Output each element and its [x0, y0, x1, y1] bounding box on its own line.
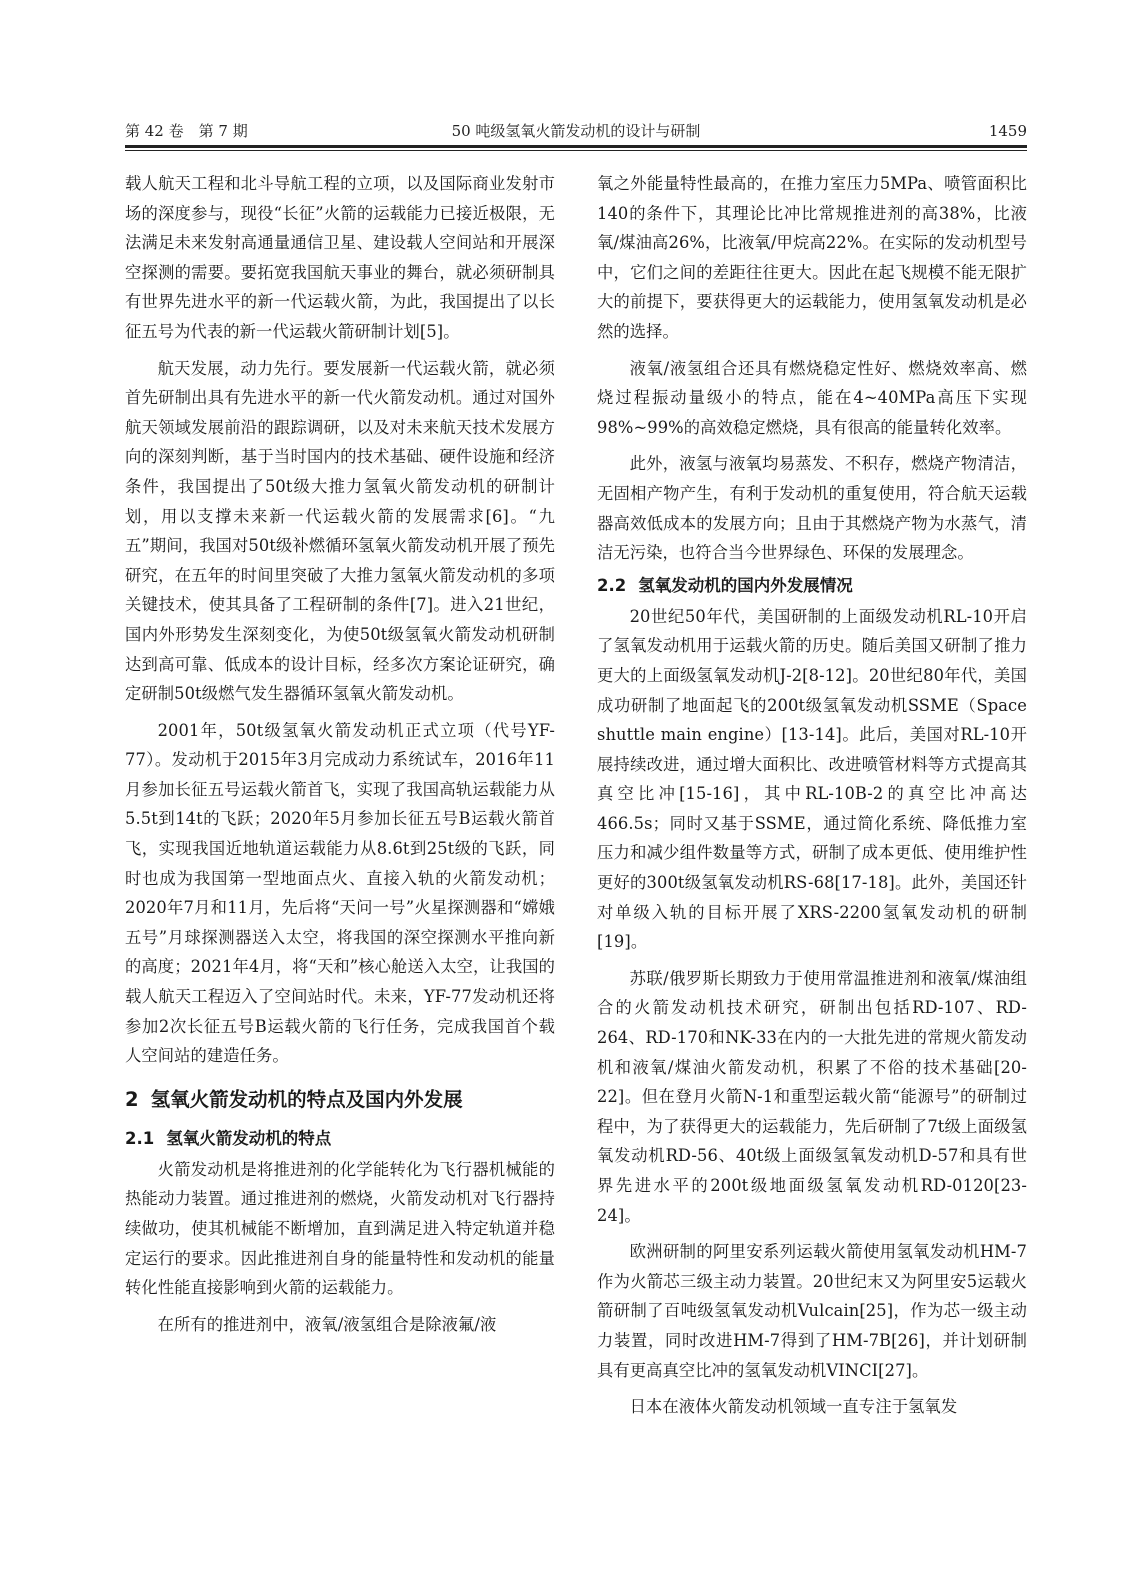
volume-issue: 第 42 卷 第 7 期 — [125, 122, 248, 140]
subsection-number: 2.2 — [597, 575, 627, 595]
header-rule-thick — [125, 145, 1027, 148]
paragraph: 欧洲研制的阿里安系列运载火箭使用氢氧发动机HM-7作为火箭芯三级主动力装置。20世纪末又为阿里安5运载火箭研制了百吨级氢氧发动机Vulcain[25]，作为芯一级主动力装置，同时改进HM-7得到了HM-7B[26]，并计划研制具有更高真空比冲的氢氧发动机VINCI[27]。 — [597, 1242, 1027, 1380]
paragraph: 在所有的推进剂中，液氧/液氢组合是除液氟/液 — [157, 1314, 497, 1334]
paragraph: 液氧/液氢组合还具有燃烧稳定性好、燃烧效率高、燃烧过程振动量级小的特点，能在4~40MPa高压下实现98%~99%的高效稳定燃烧，具有很高的能量转化效率。 — [597, 358, 1027, 437]
subsection-heading — [125, 1125, 555, 1153]
paragraph: 火箭发动机是将推进剂的化学能转化为飞行器机械能的热能动力装置。通过推进剂的燃烧，火箭发动机对飞行器持续做功，使其机械能不断增加，直到满足进入特定轨道并稳定运行的要求。因此推进剂自身的能量特性和发动机的能量转化性能直接影响到火箭的运载能力。 — [125, 1159, 555, 1298]
running-header — [125, 120, 1027, 142]
page-number: 1459 — [988, 122, 1027, 140]
paragraph: 航天发展，动力先行。要发展新一代运载火箭，就必须首先研制出具有先进水平的新一代火箭发动机。通过对国外航天领域发展前沿的跟踪调研，以及对未来航天技术发展方向的深刻判断，基于当时国内的技术基础、硬件设施和经济条件，我国提出了50t级大推力氢氧火箭发动机的研制计划，用以支撑未来新一代运载火箭的发展需求[6]。“九五”期间，我国对50t级补燃循环氢氧火箭发动机开展了预先研究，在五年的时间里突破了大推力氢氧火箭发动机的多项关键技术，使其具备了工程研制的条件[7]。进入21世纪，国内外形势发生深刻变化，为使50t级氢氧火箭发动机研制达到高可靠、低成本的设计目标，经多次方案论证研究，确定研制50t级燃气发生器循环氢氧火箭发动机。 — [125, 358, 555, 704]
paragraph: 日本在液体火箭发动机领域一直专注于氢氧发 — [629, 1397, 958, 1417]
paragraph: 载人航天工程和北斗导航工程的立项，以及国际商业发射市场的深度参与，现役“长征”火箭的运载能力已接近极限，无法满足未来发射高通量通信卫星、建设载人空间站和开展深空探测的需要。要拓宽我国航天事业的舞台，就必须研制具有世界先进水平的新一代运载火箭，为此，我国提出了以长征五号为代表的新一代运载火箭研制计划[5]。 — [125, 174, 555, 341]
subsection-heading — [597, 572, 1027, 600]
subsection-title: 氢氧发动机的国内外发展情况 — [638, 575, 853, 595]
paragraph: 苏联/俄罗斯长期致力于使用常温推进剂和液氧/煤油组合的火箭发动机技术研究，研制出包括RD-107、RD-264、RD-170和NK-33在内的一大批先进的常规火箭发动机和液氧/煤油火箭发动机，积累了不俗的技术基础[20-22]。但在登月火箭N-1和重型运载火箭“能源号”的研制过程中，为了获得更大的运载能力，先后研制了7t级上面级氢氧发动机RD-56、40t级上面级氢氧发动机D-57和具有世界先进水平的200t级地面级氢氧发动机RD-0120[23-24]。 — [597, 968, 1027, 1225]
left-column — [125, 169, 555, 1339]
header-rule-thin — [125, 150, 1027, 151]
subsection-title: 氢氧火箭发动机的特点 — [166, 1128, 332, 1148]
paragraph: 20世纪50年代，美国研制的上面级发动机RL-10开启了氢氧发动机用于运载火箭的历史。随后美国又研制了推力更大的上面级氢氧发动机J-2[8-12]。20世纪80年代，美国成功研制了地面起飞的200t级氢氧发动机SSME（Space shuttle main engine）[13-14]。此后，美国对RL-10开展持续改进，通过增大面积比、改进喷管材料等方式提高其真空比冲[15-16]，其中RL-10B-2的真空比冲高达466.5s；同时又基于SSME，通过简化系统、降低推力室压力和减少组件数量等方式，研制了成本更低、使用维护性更好的300t级氢氧发动机RS-68[17-18]。此外，美国还针对单级入轨的目标开展了XRS-2200氢氧发动机的研制[19]。 — [597, 606, 1027, 952]
section-heading — [125, 1085, 555, 1115]
right-column — [597, 169, 1027, 1422]
paragraph: 2001年，50t级氢氧火箭发动机正式立项（代号YF-77）。发动机于2015年3月完成动力系统试车，2016年11月参加长征五号运载火箭首飞，实现了我国高轨运载能力从5.5t到14t的飞跃；2020年5月参加长征五号B运载火箭首飞，实现我国近地轨道运载能力从8.6t到25t级的飞跃，同时也成为我国第一型地面点火、直接入轨的火箭发动机；2020年7月和11月，先后将“天问一号”火星探测器和“嫦娥五号”月球探测器送入太空，将我国的深空探测水平推向新的高度；2021年4月，将“天和”核心舱送入太空，让我国的载人航天工程迈入了空间站时代。未来，YF-77发动机还将参加2次长征五号B运载火箭的飞行任务，完成我国首个载人空间站的建造任务。 — [125, 720, 555, 1066]
article-title: 50 吨级氢氧火箭发动机的设计与研制 — [451, 122, 701, 140]
subsection-number: 2.1 — [125, 1128, 155, 1148]
paragraph: 氧之外能量特性最高的，在推力室压力5MPa、喷管面积比140的条件下，其理论比冲比常规推进剂的高38%，比液氧/煤油高26%，比液氧/甲烷高22%。在实际的发动机型号中，它们之间的差距往往更大。因此在起飞规模不能无限扩大的前提下，要获得更大的运载能力，使用氢氧发动机是必然的选择。 — [597, 174, 1027, 341]
paragraph: 此外，液氢与液氧均易蒸发、不积存，燃烧产物清洁，无固相产物产生，有利于发动机的重复使用，符合航天运载器高效低成本的发展方向；且由于其燃烧产物为水蒸气，清洁无污染，也符合当今世界绿色、环保的发展理念。 — [597, 454, 1027, 563]
section-number: 2 — [125, 1087, 139, 1111]
section-title: 氢氧火箭发动机的特点及国内外发展 — [150, 1087, 463, 1111]
